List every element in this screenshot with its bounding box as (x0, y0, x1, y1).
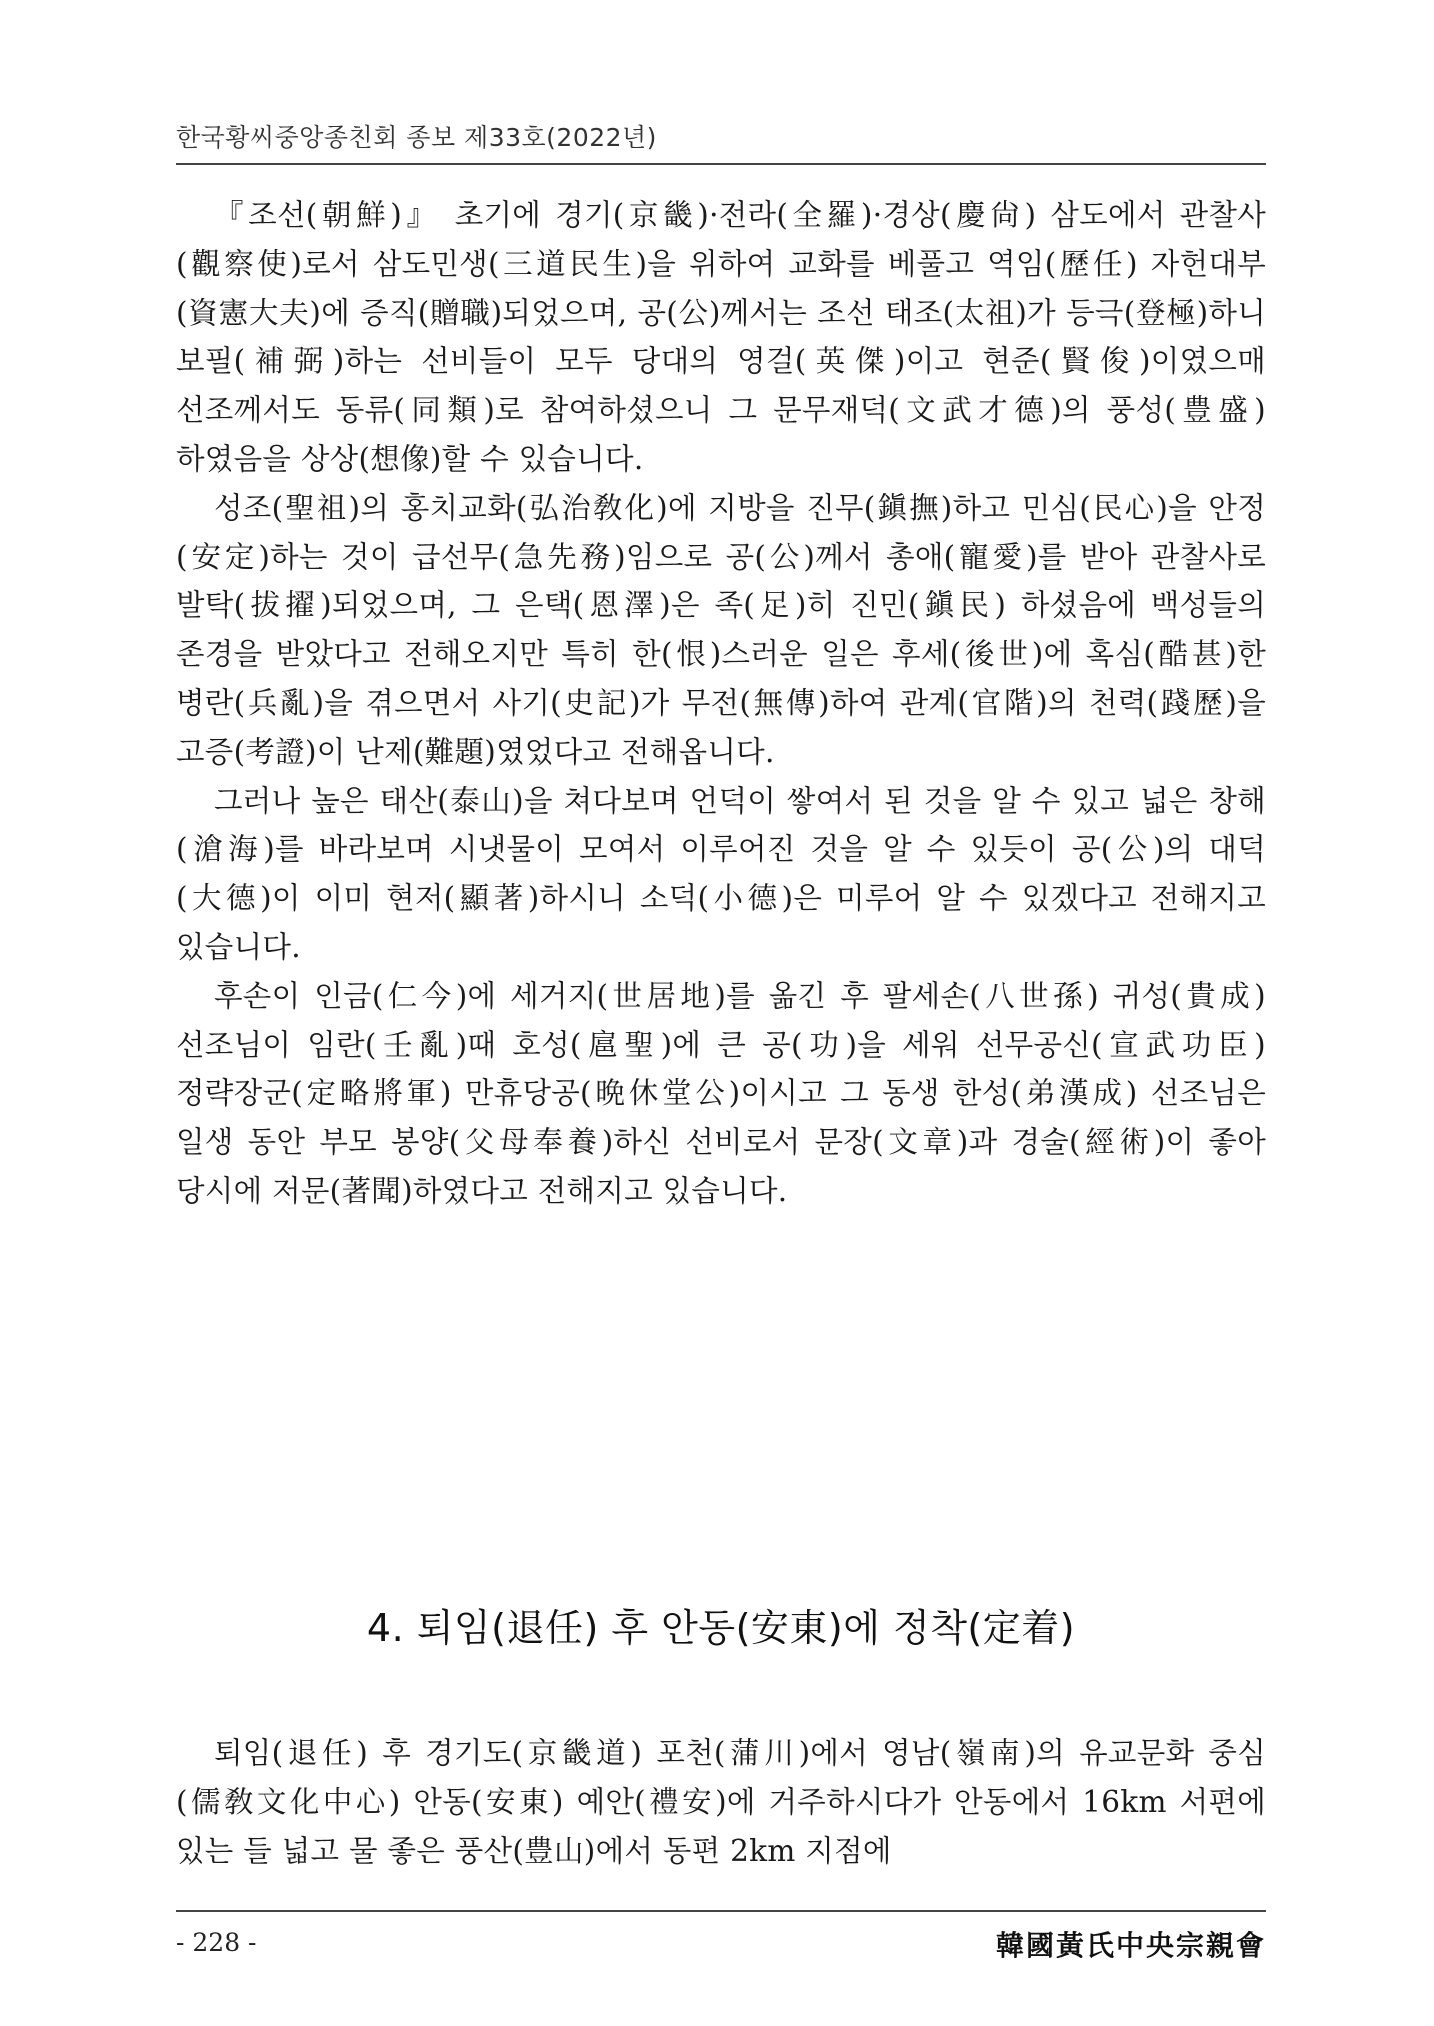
section-body-text (176, 1729, 1266, 1875)
paragraph: 『조선(朝鮮)』 초기에 경기(京畿)·전라(全羅)·경상(慶尙) 삼도에서 관찰사(觀察使)로서 삼도민생(三道民生)을 위하여 교화를 베풀고 역임(歷任) 자헌대부(資憲大夫)에 증직(贈職)되었으며, 공(公)께서는 조선 태조(太祖)가 등극(登極)하니 보필(補弼)하는 선비들이 모두 당대의 영걸(英傑)이고 현준(賢俊)이였으매 선조께서도 동류(同類)로 참여하셨으니 그 문무재덕(文武才德)의 풍성(豊盛)하였음을 상상(想像)할 수 있습니다. (176, 198, 1266, 476)
footer-divider (176, 1910, 1266, 1912)
publisher-mark: 韓國黃氏中央宗親會 (995, 1929, 1266, 1962)
paragraph: 성조(聖祖)의 홍치교화(弘治敎化)에 지방을 진무(鎭撫)하고 민심(民心)을 안정(安定)하는 것이 급선무(急先務)임으로 공(公)께서 총애(寵愛)를 받아 관찰사로 발탁(拔擢)되었으며, 그 은택(恩澤)은 족(足)히 진민(鎭民) 하셨음에 백성들의 존경을 받았다고 전해오지만 특히 한(恨)스러운 일은 후세(後世)에 혹심(酷甚)한 병란(兵亂)을 겪으면서 사기(史記)가 무전(無傳)하여 관계(官階)의 천력(踐歷)을 고증(考證)이 난제(難題)였었다고 전해옵니다. (176, 490, 1266, 769)
page-number: - 228 - (176, 1928, 257, 1957)
paragraph: 그러나 높은 태산(泰山)을 쳐다보며 언덕이 쌓여서 된 것을 알 수 있고 넓은 창해(滄海)를 바라보며 시냇물이 모여서 이루어진 것을 알 수 있듯이 공(公)의 대덕(大德)이 이미 현저(顯著)하시니 소덕(小德)은 미루어 알 수 있겠다고 전해지고 있습니다. (176, 783, 1266, 964)
body-text (176, 191, 1266, 1216)
header-divider (176, 163, 1266, 165)
section-heading: 4. 퇴임(退任) 후 안동(安東)에 정착(定着) (366, 1606, 1076, 1650)
paragraph: 후손이 인금(仁今)에 세거지(世居地)를 옮긴 후 팔세손(八世孫) 귀성(貴成) 선조님이 임란(壬亂)때 호성(扈聖)에 큰 공(功)을 세워 선무공신(宣武功臣) 정략장군(定略將軍) 만휴당공(晩休堂公)이시고 그 동생 한성(弟漢成) 선조님은 일생 동안 부모 봉양(父母奉養)하신 선비로서 문장(文章)과 경술(經術)이 좋아 당시에 저문(著聞)하였다고 전해지고 있습니다. (176, 978, 1266, 1208)
running-header: 한국황씨중앙종친회 종보 제33호(2022년) (176, 123, 657, 152)
paragraph: 퇴임(退任) 후 경기도(京畿道) 포천(蒲川)에서 영남(嶺南)의 유교문화 중심(儒敎文化中心) 안동(安東) 예안(禮安)에 거주하시다가 안동에서 16km 서편에 있는 들 넓고 물 좋은 풍산(豊山)에서 동편 2km 지점에 (176, 1736, 1266, 1868)
